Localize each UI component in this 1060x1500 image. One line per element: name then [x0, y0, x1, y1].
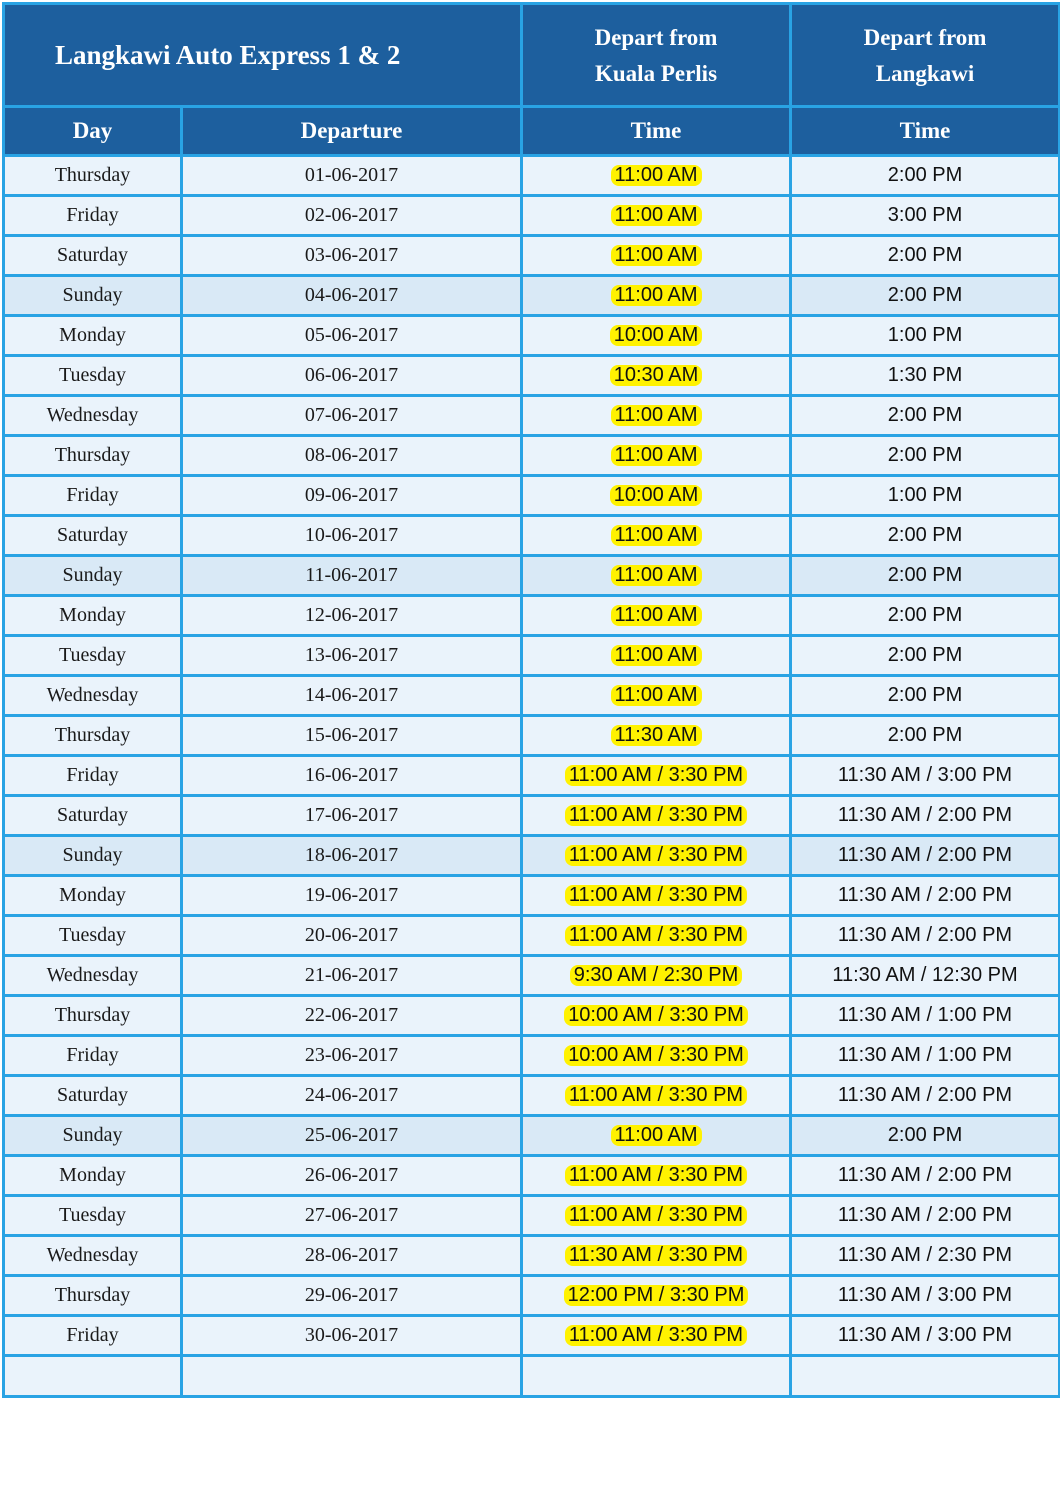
date-cell: 24-06-2017: [182, 1076, 522, 1116]
highlighted-time: 11:00 AM / 3:30 PM: [565, 1325, 747, 1346]
table-row: [4, 716, 1060, 756]
highlighted-time: 11:00 AM / 3:30 PM: [565, 805, 747, 826]
table-row: [4, 436, 1060, 476]
kuala-perlis-time-cell: [522, 1156, 791, 1196]
kuala-perlis-time-cell: [522, 1196, 791, 1236]
date-cell: 27-06-2017: [182, 1196, 522, 1236]
date-cell: 06-06-2017: [182, 356, 522, 396]
kuala-perlis-time-cell: [522, 556, 791, 596]
date-cell: 01-06-2017: [182, 156, 522, 196]
day-cell: Friday: [4, 756, 182, 796]
date-cell: 13-06-2017: [182, 636, 522, 676]
langkawi-time-cell: 2:00 PM: [791, 716, 1060, 756]
empty-cell: [182, 1356, 522, 1397]
kuala-perlis-time-cell: [522, 1036, 791, 1076]
day-cell: Tuesday: [4, 1196, 182, 1236]
table-row: [4, 1156, 1060, 1196]
date-cell: 26-06-2017: [182, 1156, 522, 1196]
kuala-perlis-time-cell: [522, 1116, 791, 1156]
day-cell: Thursday: [4, 716, 182, 756]
langkawi-time-cell: 2:00 PM: [791, 516, 1060, 556]
langkawi-time-cell: 11:30 AM / 1:00 PM: [791, 1036, 1060, 1076]
day-cell: Tuesday: [4, 916, 182, 956]
kuala-perlis-time-cell: [522, 996, 791, 1036]
highlighted-time: 11:00 AM: [611, 445, 702, 466]
langkawi-heading: [791, 4, 1060, 107]
day-cell: Thursday: [4, 1276, 182, 1316]
highlighted-time: 10:00 AM / 3:30 PM: [564, 1045, 748, 1066]
kuala-perlis-time-cell: [522, 476, 791, 516]
date-cell: 15-06-2017: [182, 716, 522, 756]
highlighted-time: 10:00 AM: [610, 485, 703, 506]
langkawi-time-cell: 11:30 AM / 2:00 PM: [791, 1156, 1060, 1196]
day-cell: Wednesday: [4, 396, 182, 436]
langkawi-time-cell: 11:30 AM / 2:30 PM: [791, 1236, 1060, 1276]
table-row: [4, 356, 1060, 396]
kuala-perlis-time-cell: [522, 676, 791, 716]
highlighted-time: 11:00 AM: [611, 605, 702, 626]
day-cell: Thursday: [4, 996, 182, 1036]
table-row: [4, 1316, 1060, 1356]
highlighted-time: 11:30 AM: [611, 725, 702, 746]
highlighted-time: 11:00 AM: [611, 165, 702, 186]
highlighted-time: 11:00 AM: [611, 685, 702, 706]
day-cell: Monday: [4, 316, 182, 356]
day-cell: Saturday: [4, 1076, 182, 1116]
table-row: [4, 596, 1060, 636]
table-row: [4, 1196, 1060, 1236]
kuala-perlis-heading-line1: Depart from: [594, 25, 718, 50]
date-cell: 23-06-2017: [182, 1036, 522, 1076]
day-cell: Friday: [4, 196, 182, 236]
langkawi-time-cell: 11:30 AM / 2:00 PM: [791, 1196, 1060, 1236]
day-cell: Tuesday: [4, 636, 182, 676]
kuala-perlis-time-cell: [522, 876, 791, 916]
date-cell: 09-06-2017: [182, 476, 522, 516]
kuala-perlis-time-cell: [522, 316, 791, 356]
kuala-perlis-time-cell: [522, 276, 791, 316]
table-row: [4, 676, 1060, 716]
kuala-perlis-time-cell: [522, 756, 791, 796]
day-cell: Monday: [4, 1156, 182, 1196]
kuala-perlis-time-cell: [522, 1276, 791, 1316]
date-cell: 22-06-2017: [182, 996, 522, 1036]
schedule-title: Langkawi Auto Express 1 & 2: [4, 4, 522, 107]
langkawi-time-cell: 11:30 AM / 2:00 PM: [791, 916, 1060, 956]
table-row: [4, 836, 1060, 876]
day-cell: Wednesday: [4, 956, 182, 996]
empty-row: [4, 1356, 1060, 1397]
langkawi-time-cell: 11:30 AM / 3:00 PM: [791, 756, 1060, 796]
kuala-perlis-time-cell: [522, 596, 791, 636]
day-cell: Wednesday: [4, 676, 182, 716]
schedule-body: [4, 156, 1060, 1397]
ferry-schedule-table: [2, 2, 1060, 1398]
langkawi-time-cell: 11:30 AM / 2:00 PM: [791, 796, 1060, 836]
kuala-perlis-time-cell: [522, 436, 791, 476]
highlighted-time: 11:00 AM: [611, 245, 702, 266]
day-cell: Saturday: [4, 236, 182, 276]
highlighted-time: 11:00 AM: [611, 645, 702, 666]
kuala-perlis-time-cell: [522, 516, 791, 556]
date-cell: 12-06-2017: [182, 596, 522, 636]
empty-cell: [791, 1356, 1060, 1397]
kuala-perlis-heading: [522, 4, 791, 107]
day-cell: Wednesday: [4, 1236, 182, 1276]
table-row: [4, 1276, 1060, 1316]
langkawi-time-cell: 2:00 PM: [791, 1116, 1060, 1156]
langkawi-time-cell: 3:00 PM: [791, 196, 1060, 236]
highlighted-time: 12:00 PM / 3:30 PM: [564, 1285, 749, 1306]
langkawi-time-cell: 11:30 AM / 12:30 PM: [791, 956, 1060, 996]
date-cell: 14-06-2017: [182, 676, 522, 716]
langkawi-heading-line1: Depart from: [863, 25, 987, 50]
langkawi-time-cell: 2:00 PM: [791, 156, 1060, 196]
table-row: [4, 556, 1060, 596]
highlighted-time: 11:30 AM / 3:30 PM: [565, 1245, 747, 1266]
table-row: [4, 1036, 1060, 1076]
highlighted-time: 11:00 AM: [611, 565, 702, 586]
highlighted-time: 11:00 AM: [611, 405, 702, 426]
kuala-perlis-time-cell: [522, 1076, 791, 1116]
highlighted-time: 11:00 AM: [611, 285, 702, 306]
highlighted-time: 10:00 AM: [610, 325, 703, 346]
langkawi-time-cell: 11:30 AM / 2:00 PM: [791, 1076, 1060, 1116]
day-cell: Friday: [4, 476, 182, 516]
table-row: [4, 916, 1060, 956]
kuala-perlis-time-cell: [522, 156, 791, 196]
highlighted-time: 9:30 AM / 2:30 PM: [570, 965, 743, 986]
date-cell: 25-06-2017: [182, 1116, 522, 1156]
date-cell: 18-06-2017: [182, 836, 522, 876]
date-cell: 11-06-2017: [182, 556, 522, 596]
column-header-departure: Departure: [182, 107, 522, 156]
kuala-perlis-time-cell: [522, 956, 791, 996]
kuala-perlis-heading-line2: Kuala Perlis: [595, 61, 718, 86]
langkawi-time-cell: 11:30 AM / 3:00 PM: [791, 1276, 1060, 1316]
highlighted-time: 11:00 AM / 3:30 PM: [565, 1165, 747, 1186]
langkawi-time-cell: 1:00 PM: [791, 316, 1060, 356]
date-cell: 28-06-2017: [182, 1236, 522, 1276]
kuala-perlis-time-cell: [522, 1316, 791, 1356]
column-header-day: Day: [4, 107, 182, 156]
highlighted-time: 11:00 AM / 3:30 PM: [565, 885, 747, 906]
table-row: [4, 276, 1060, 316]
langkawi-time-cell: 11:30 AM / 1:00 PM: [791, 996, 1060, 1036]
table-row: [4, 476, 1060, 516]
highlighted-time: 11:00 AM / 3:30 PM: [565, 1085, 747, 1106]
date-cell: 02-06-2017: [182, 196, 522, 236]
date-cell: 10-06-2017: [182, 516, 522, 556]
day-cell: Thursday: [4, 156, 182, 196]
day-cell: Friday: [4, 1036, 182, 1076]
date-cell: 05-06-2017: [182, 316, 522, 356]
day-cell: Thursday: [4, 436, 182, 476]
langkawi-time-cell: 2:00 PM: [791, 636, 1060, 676]
table-row: [4, 956, 1060, 996]
column-header-lk-time: Time: [791, 107, 1060, 156]
date-cell: 16-06-2017: [182, 756, 522, 796]
langkawi-time-cell: 1:00 PM: [791, 476, 1060, 516]
highlighted-time: 11:00 AM / 3:30 PM: [565, 925, 747, 946]
langkawi-time-cell: 2:00 PM: [791, 236, 1060, 276]
langkawi-heading-line2: Langkawi: [875, 61, 975, 86]
date-cell: 17-06-2017: [182, 796, 522, 836]
empty-cell: [522, 1356, 791, 1397]
table-row: [4, 996, 1060, 1036]
table-row: [4, 1116, 1060, 1156]
langkawi-time-cell: 2:00 PM: [791, 556, 1060, 596]
langkawi-time-cell: 2:00 PM: [791, 436, 1060, 476]
date-cell: 30-06-2017: [182, 1316, 522, 1356]
table-row: [4, 1076, 1060, 1116]
day-cell: Sunday: [4, 1116, 182, 1156]
langkawi-time-cell: 1:30 PM: [791, 356, 1060, 396]
langkawi-time-cell: 2:00 PM: [791, 676, 1060, 716]
langkawi-time-cell: 11:30 AM / 2:00 PM: [791, 836, 1060, 876]
table-row: [4, 876, 1060, 916]
kuala-perlis-time-cell: [522, 836, 791, 876]
table-row: [4, 756, 1060, 796]
table-row: [4, 516, 1060, 556]
kuala-perlis-time-cell: [522, 1236, 791, 1276]
date-cell: 04-06-2017: [182, 276, 522, 316]
date-cell: 29-06-2017: [182, 1276, 522, 1316]
table-row: [4, 236, 1060, 276]
langkawi-time-cell: 11:30 AM / 3:00 PM: [791, 1316, 1060, 1356]
day-cell: Monday: [4, 876, 182, 916]
day-cell: Tuesday: [4, 356, 182, 396]
empty-cell: [4, 1356, 182, 1397]
table-row: [4, 1236, 1060, 1276]
langkawi-time-cell: 2:00 PM: [791, 596, 1060, 636]
table-row: [4, 196, 1060, 236]
kuala-perlis-time-cell: [522, 196, 791, 236]
highlighted-time: 10:00 AM / 3:30 PM: [564, 1005, 748, 1026]
header-row-columns: [4, 107, 1060, 156]
day-cell: Sunday: [4, 556, 182, 596]
header-row-main: [4, 4, 1060, 107]
table-row: [4, 396, 1060, 436]
table-row: [4, 636, 1060, 676]
day-cell: Saturday: [4, 796, 182, 836]
day-cell: Saturday: [4, 516, 182, 556]
column-header-kp-time: Time: [522, 107, 791, 156]
kuala-perlis-time-cell: [522, 396, 791, 436]
day-cell: Sunday: [4, 836, 182, 876]
date-cell: 07-06-2017: [182, 396, 522, 436]
highlighted-time: 11:00 AM / 3:30 PM: [565, 845, 747, 866]
day-cell: Friday: [4, 1316, 182, 1356]
date-cell: 20-06-2017: [182, 916, 522, 956]
kuala-perlis-time-cell: [522, 916, 791, 956]
date-cell: 03-06-2017: [182, 236, 522, 276]
table-row: [4, 156, 1060, 196]
highlighted-time: 11:00 AM: [611, 525, 702, 546]
kuala-perlis-time-cell: [522, 796, 791, 836]
table-row: [4, 796, 1060, 836]
highlighted-time: 11:00 AM / 3:30 PM: [565, 765, 747, 786]
langkawi-time-cell: 2:00 PM: [791, 276, 1060, 316]
kuala-perlis-time-cell: [522, 236, 791, 276]
kuala-perlis-time-cell: [522, 636, 791, 676]
highlighted-time: 10:30 AM: [610, 365, 703, 386]
kuala-perlis-time-cell: [522, 356, 791, 396]
day-cell: Sunday: [4, 276, 182, 316]
langkawi-time-cell: 11:30 AM / 2:00 PM: [791, 876, 1060, 916]
highlighted-time: 11:00 AM: [611, 1125, 702, 1146]
table-row: [4, 316, 1060, 356]
highlighted-time: 11:00 AM / 3:30 PM: [565, 1205, 747, 1226]
date-cell: 21-06-2017: [182, 956, 522, 996]
langkawi-time-cell: 2:00 PM: [791, 396, 1060, 436]
kuala-perlis-time-cell: [522, 716, 791, 756]
date-cell: 08-06-2017: [182, 436, 522, 476]
highlighted-time: 11:00 AM: [611, 205, 702, 226]
day-cell: Monday: [4, 596, 182, 636]
date-cell: 19-06-2017: [182, 876, 522, 916]
